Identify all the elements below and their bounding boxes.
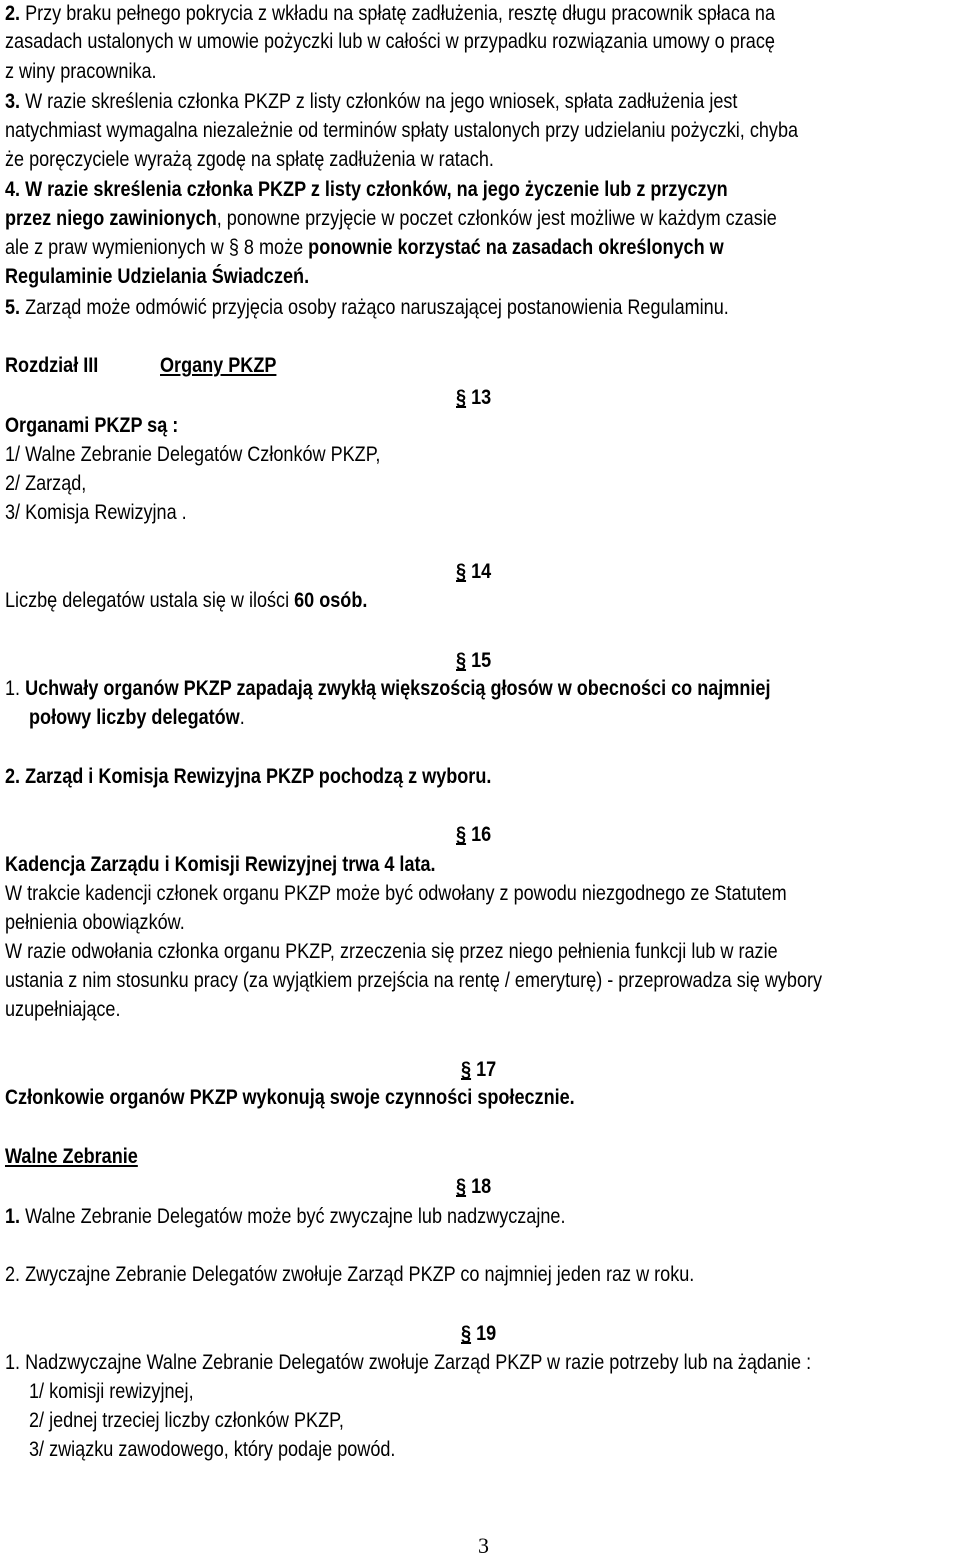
s15-point-1-end: .	[239, 706, 245, 729]
s18-point-1-text: Walne Zebranie Delegatów może być zwyczajne lub nadzwyczajne.	[20, 1205, 566, 1228]
organs-item-2: 2/ Zarząd,	[5, 472, 87, 495]
s15-point-1-number: 1.	[5, 677, 21, 700]
section-19-number: 19	[476, 1322, 497, 1345]
s15-point-2: 2. Zarząd i Komisja Rewizyjna PKZP pochodzą z wyboru.	[5, 765, 492, 788]
section-13	[456, 384, 491, 412]
section-15-number: 15	[471, 649, 492, 672]
item-4-text-1: W razie skreślenia członka PKZP z listy członków, na jego życzenie lub z przyczyn	[25, 178, 728, 201]
s16-line-5: uzupełniające.	[5, 998, 121, 1021]
section-sign-icon: §	[456, 1175, 467, 1198]
item-3-line-3: że poręczyciele wyrażą zgodę na spłatę zadłużenia w ratach.	[5, 148, 494, 171]
section-17	[461, 1056, 496, 1084]
delegates-count-text: Liczbę delegatów ustala się w ilości	[5, 589, 290, 612]
chapter-title: Organy PKZP	[160, 354, 277, 377]
item-4-number: 4.	[5, 178, 21, 201]
s19-item-3: 3/ związku zawodowego, który podaje powód.	[29, 1438, 396, 1461]
s18-point-2-text: Zwyczajne Zebranie Delegatów zwołuje Zarząd PKZP co najmniej jeden raz w roku.	[20, 1263, 695, 1286]
item-4-line-4: Regulaminie Udzielania Świadczeń.	[5, 265, 310, 288]
section-19	[461, 1320, 496, 1348]
s16-line-3: W razie odwołania członka organu PKZP, zrzeczenia się przez niego pełnienia funkcji lub w razie	[5, 940, 778, 963]
item-4-line-2	[5, 205, 777, 233]
section-16-number: 16	[471, 823, 492, 846]
s16-line-1: W trakcie kadencji członek organu PKZP może być odwołany z powodu niezgodnego ze Statutem	[5, 882, 787, 905]
section-17-number: 17	[476, 1058, 497, 1081]
s19-point-1-number: 1.	[5, 1351, 21, 1374]
section-sign-icon: §	[456, 560, 467, 583]
s15-point-1-line-2	[29, 704, 245, 732]
item-3-number: 3.	[5, 90, 21, 113]
section-sign-icon: §	[456, 649, 467, 672]
section-sign-icon: §	[461, 1058, 472, 1081]
section-14	[456, 558, 491, 586]
item-2-line-3: z winy pracownika.	[5, 60, 157, 83]
s15-point-1-text-2: połowy liczby delegatów	[29, 706, 240, 729]
section-18-number: 18	[471, 1175, 492, 1198]
s15-point-1-line-1	[5, 675, 770, 703]
organs-item-1: 1/ Walne Zebranie Delegatów Członków PKZP,	[5, 443, 381, 466]
s16-line-2: pełnienia obowiązków.	[5, 911, 185, 934]
s15-point-1-text-1: Uchwały organów PKZP zapadają zwykłą większością głosów w obecności co najmniej	[25, 677, 771, 700]
item-5-line	[5, 294, 729, 322]
item-3-text-1: W razie skreślenia członka PKZP z listy członków na jego wniosek, spłata zadłużenia jest	[25, 90, 738, 113]
section-sign-icon: §	[456, 386, 467, 409]
section-sign-icon: §	[456, 823, 467, 846]
item-4-text-2: , ponowne przyjęcie w poczet członków jest możliwe w każdym czasie	[216, 207, 777, 230]
delegates-count-line	[5, 587, 367, 615]
item-4-text-3-bold: ponownie korzystać na zasadach określonych w	[308, 236, 724, 259]
s18-point-2	[5, 1261, 694, 1289]
s18-point-2-number: 2.	[5, 1263, 21, 1286]
term-heading: Kadencja Zarządu i Komisji Rewizyjnej trwa 4 lata.	[5, 853, 436, 876]
item-4-text-3a: ale z praw wymienionych w	[5, 236, 224, 259]
section-sign-icon: §	[461, 1322, 472, 1345]
s19-point-1	[5, 1349, 811, 1377]
s19-item-2: 2/ jednej trzeciej liczby członków PKZP,	[29, 1409, 344, 1432]
s18-point-1-number: 1.	[5, 1205, 21, 1228]
item-3-line-2: natychmiast wymagalna niezależnie od terminów spłaty ustalonych przy udzielaniu pożyczki, chyba	[5, 119, 799, 142]
item-4-line-3	[5, 234, 724, 262]
organs-heading: Organami PKZP są :	[5, 414, 179, 437]
s16-line-4: ustania z nim stosunku pracy (za wyjątkiem przejścia na rentę / emeryturę) - przeprowadza się wybory	[5, 969, 823, 992]
section-18	[456, 1173, 491, 1201]
section-14-number: 14	[471, 560, 492, 583]
walne-heading: Walne Zebranie	[5, 1145, 138, 1168]
s17-text: Członkowie organów PKZP wykonują swoje czynności społecznie.	[5, 1086, 575, 1109]
chapter-label: Rozdział III	[5, 354, 99, 377]
item-2-line-2: zasadach ustalonych w umowie pożyczki lub w całości w przypadku rozwiązania umowy o pracę	[5, 30, 775, 53]
page-number: 3	[478, 1533, 489, 1558]
s19-point-1-text: Nadzwyczajne Walne Zebranie Delegatów zwołuje Zarząd PKZP w razie potrzeby lub na żądanie :	[20, 1351, 812, 1374]
s19-item-1: 1/ komisji rewizyjnej,	[29, 1380, 194, 1403]
delegates-count-value: 60 osób.	[294, 589, 368, 612]
item-2-number: 2.	[5, 2, 21, 25]
section-sign-icon: §	[228, 236, 239, 259]
item-3-line-1	[5, 88, 737, 116]
item-2-text-1: Przy braku pełnego pokrycia z wkładu na spłatę zadłużenia, resztę długu pracownik spłaca na	[25, 2, 776, 25]
item-5-text: Zarząd może odmówić przyjęcia osoby rażąco naruszającej postanowienia Regulaminu.	[25, 296, 729, 319]
organs-item-3: 3/ Komisja Rewizyjna .	[5, 501, 187, 524]
item-4-text-3b: 8 może	[243, 236, 304, 259]
section-13-number: 13	[471, 386, 492, 409]
item-5-number: 5.	[5, 296, 21, 319]
section-15	[456, 647, 491, 675]
section-16	[456, 821, 491, 849]
item-2-line-1	[5, 0, 775, 28]
item-4-text-2-bold: przez niego zawinionych	[5, 207, 217, 230]
item-4-line-1	[5, 176, 728, 204]
s18-point-1	[5, 1203, 565, 1231]
